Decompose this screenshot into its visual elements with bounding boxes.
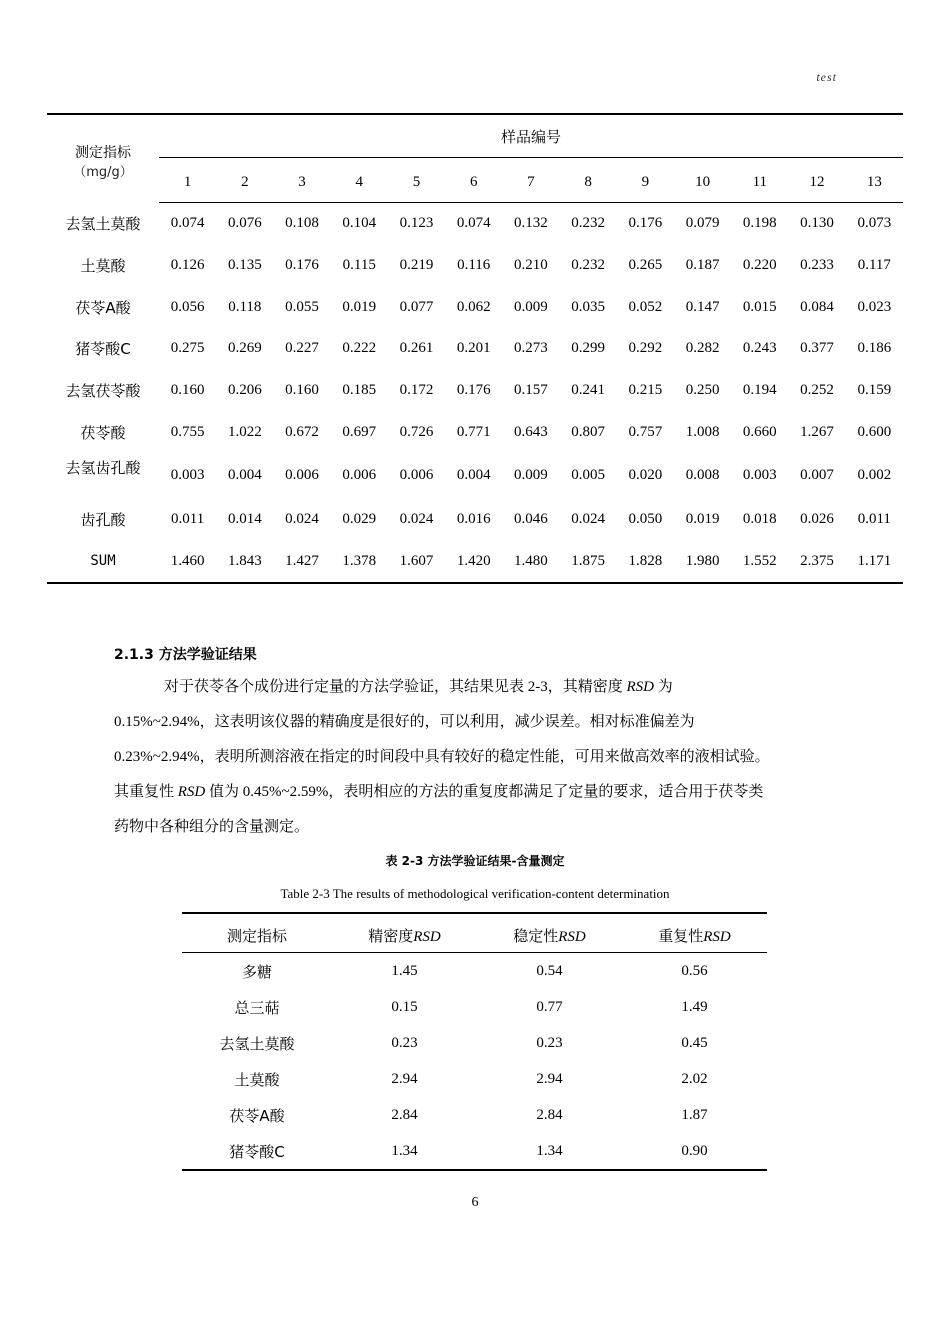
table-cell: 0.292 <box>628 340 663 357</box>
sample-number-header: 8 <box>560 158 617 203</box>
text-run: 对于茯苓各个成份进行定量的方法学验证，其结果见表 2-3，其精密度 <box>164 679 627 695</box>
sample-number-header: 5 <box>388 158 445 203</box>
sample-number-header: 6 <box>445 158 502 203</box>
sample-number-header: 2 <box>216 158 273 203</box>
table-cell: 0.227 <box>285 340 319 357</box>
table-cell: 0.016 <box>456 511 491 528</box>
table-cell: 0.377 <box>800 340 834 357</box>
table-cell: 0.104 <box>342 215 377 232</box>
table-cell: 0.755 <box>170 423 205 440</box>
table-cell: 0.006 <box>285 467 319 484</box>
table-cell: 0.23 <box>391 1034 418 1051</box>
table-cell: 0.006 <box>342 467 377 484</box>
table-cell: 0.157 <box>514 382 548 399</box>
table-cell: 0.024 <box>399 511 434 528</box>
table-cell: 0.117 <box>857 257 891 274</box>
row-label: 去氢齿孔酸 <box>65 459 141 478</box>
table-cell: 2.375 <box>800 552 834 569</box>
table-cell: 0.115 <box>342 257 376 274</box>
table-cell: 1.87 <box>681 1106 708 1123</box>
table-cell: 0.116 <box>457 257 491 274</box>
indicator-header: 测定指标 <box>182 913 332 953</box>
table-row <box>47 499 903 541</box>
row-label: 齿孔酸 <box>80 511 126 530</box>
table-caption-en: Table 2-3 The results of methodological verification-content determination <box>280 886 670 901</box>
table-cell: 1.267 <box>800 423 834 440</box>
table-cell: 0.160 <box>285 382 319 399</box>
indicator-label: 测定指标 <box>75 144 131 161</box>
table-row <box>47 286 903 328</box>
table-cell: 0.232 <box>571 215 606 232</box>
table-cell: 1.980 <box>685 552 720 569</box>
table-cell: 0.807 <box>571 423 606 440</box>
header-text: 精密度 <box>368 926 414 945</box>
table-cell: 0.074 <box>456 215 491 232</box>
table-cell: 0.020 <box>628 467 663 484</box>
table-cell: 0.003 <box>170 467 205 484</box>
sample-number-header: 11 <box>731 158 788 203</box>
table-cell: 0.011 <box>171 511 205 528</box>
sample-number-header: 7 <box>502 158 559 203</box>
method-validation-table <box>182 912 767 1171</box>
table-cell: 1.828 <box>628 552 663 569</box>
table-cell: 0.079 <box>685 215 720 232</box>
sample-content-table <box>47 113 903 584</box>
table-cell: 0.697 <box>342 423 377 440</box>
table-cell: 2.84 <box>536 1106 563 1123</box>
paragraph-line: 0.15%~2.94%，这表明该仪器的精确度是很好的，可以利用，减少误差。相对标准偏差为 <box>114 714 695 730</box>
paragraph-line: 药物中各种组分的含量测定。 <box>114 819 310 835</box>
table-cell: 1.460 <box>170 552 205 569</box>
running-header: test <box>816 70 837 84</box>
table-cell: 0.219 <box>399 257 434 274</box>
row-label: 土莫酸 <box>234 1070 280 1089</box>
table-cell: 0.54 <box>536 962 563 979</box>
table-cell: 0.024 <box>571 511 606 528</box>
table-cell: 0.024 <box>285 511 319 528</box>
row-label: 猪苓酸C <box>75 340 131 359</box>
sample-number-header: 12 <box>788 158 845 203</box>
rsd-term: RSD <box>177 784 206 800</box>
unit-label: （mg/g） <box>73 164 133 180</box>
table-cell: 0.56 <box>681 962 708 979</box>
table-cell: 0.269 <box>227 340 262 357</box>
table-cell: 0.004 <box>227 467 262 484</box>
table-cell: 0.011 <box>857 511 891 528</box>
row-label: 多糖 <box>241 962 272 981</box>
table-row <box>182 989 767 1025</box>
table-cell: 0.055 <box>285 298 319 315</box>
table-cell: 0.186 <box>857 340 892 357</box>
table-cell: 1.171 <box>857 552 892 569</box>
row-label: 猪苓酸C <box>229 1142 285 1161</box>
sample-number-header: 9 <box>617 158 674 203</box>
table-cell: 0.176 <box>628 215 663 232</box>
table-cell: 0.275 <box>170 340 205 357</box>
row-label: 茯苓A酸 <box>75 298 131 317</box>
table-cell: 0.672 <box>285 423 319 440</box>
table-cell: 1.552 <box>742 552 777 569</box>
table-cell: 1.480 <box>514 552 548 569</box>
table-cell: 0.299 <box>571 340 606 357</box>
table-cell: 0.009 <box>514 298 548 315</box>
sample-number-header: 1 <box>159 158 216 203</box>
table-cell: 1.008 <box>685 423 720 440</box>
validation-table-body <box>182 953 767 1171</box>
row-label: 茯苓A酸 <box>229 1106 285 1125</box>
table-cell: 0.206 <box>227 382 262 399</box>
table-cell: 0.185 <box>342 382 377 399</box>
table-cell: 0.073 <box>857 215 892 232</box>
table-cell: 0.029 <box>342 511 377 528</box>
table-cell: 1.34 <box>391 1142 418 1159</box>
rsd-term: RSD <box>703 928 731 945</box>
paragraph-line <box>114 775 840 810</box>
table-cell: 0.026 <box>800 511 834 528</box>
table-cell: 1.607 <box>399 552 434 569</box>
table-cell: 0.250 <box>685 382 720 399</box>
table-cell: 0.172 <box>399 382 434 399</box>
table-cell: 0.15 <box>391 998 418 1015</box>
table-cell: 0.002 <box>857 467 892 484</box>
table-cell: 0.006 <box>399 467 434 484</box>
table-cell: 0.45 <box>681 1034 708 1051</box>
table-cell: 2.02 <box>681 1070 708 1087</box>
table-row <box>47 411 903 453</box>
table-cell: 0.198 <box>742 215 777 232</box>
table-cell: 0.243 <box>742 340 777 357</box>
table-cell: 0.176 <box>285 257 319 274</box>
table-cell: 1.378 <box>342 552 377 569</box>
row-label: SUM <box>90 553 116 570</box>
body-paragraph <box>114 670 840 845</box>
table-cell: 0.015 <box>742 298 777 315</box>
table-cell: 0.076 <box>227 215 262 232</box>
table-cell: 1.420 <box>456 552 491 569</box>
table-cell: 0.252 <box>800 382 834 399</box>
table-cell: 0.084 <box>800 298 834 315</box>
sample-number-row <box>47 158 903 203</box>
rsd-term: RSD <box>413 928 441 945</box>
table-cell: 0.050 <box>628 511 663 528</box>
rsd-term: RSD <box>558 928 586 945</box>
table-cell: 0.123 <box>399 215 434 232</box>
section-heading: 2.1.3 方法学验证结果 <box>114 647 257 663</box>
row-label: 去氢土莫酸 <box>219 1034 295 1053</box>
table-cell: 0.265 <box>628 257 663 274</box>
table-cell: 0.210 <box>514 257 548 274</box>
table-cell: 1.34 <box>536 1142 563 1159</box>
table-cell: 0.132 <box>514 215 548 232</box>
text-run: 为 <box>654 679 673 695</box>
table-cell: 0.062 <box>456 298 491 315</box>
table-cell: 0.004 <box>456 467 491 484</box>
table-cell: 0.757 <box>628 423 663 440</box>
table-cell: 0.726 <box>399 423 434 440</box>
table-cell: 0.215 <box>628 382 663 399</box>
table-cell: 1.843 <box>227 552 262 569</box>
table-cell: 0.187 <box>685 257 720 274</box>
table-cell: 0.130 <box>800 215 834 232</box>
table-cell: 2.84 <box>391 1106 418 1123</box>
table-cell: 0.90 <box>681 1142 708 1159</box>
table-cell: 1.875 <box>571 552 606 569</box>
header-text: 稳定性 <box>513 926 559 945</box>
table-cell: 0.007 <box>800 467 834 484</box>
table-cell: 0.176 <box>456 382 491 399</box>
text-run: 其重复性 <box>114 784 178 800</box>
table-cell: 0.643 <box>514 423 548 440</box>
table-cell: 1.427 <box>285 552 319 569</box>
table-cell: 0.600 <box>857 423 892 440</box>
table-cell: 0.232 <box>571 257 606 274</box>
table-cell: 1.49 <box>681 998 708 1015</box>
table-row <box>182 1061 767 1097</box>
table-cell: 0.108 <box>285 215 319 232</box>
table-row <box>47 453 903 499</box>
row-label: 去氢茯苓酸 <box>65 382 141 401</box>
table-cell: 0.005 <box>571 467 606 484</box>
row-label: 土莫酸 <box>80 257 126 276</box>
table-cell: 0.074 <box>170 215 205 232</box>
table-cell: 0.009 <box>514 467 548 484</box>
sample-number-group-header: 样品编号 <box>159 114 903 158</box>
table-row <box>182 953 767 990</box>
rsd-term: RSD <box>626 679 654 695</box>
table-caption-cn: 表 2-3 方法学验证结果-含量测定 <box>385 854 565 868</box>
table-cell: 0.135 <box>227 257 262 274</box>
paragraph-line <box>114 670 840 705</box>
table-row <box>47 203 903 245</box>
table-cell: 0.046 <box>514 511 548 528</box>
table-cell: 0.019 <box>685 511 720 528</box>
table-cell: 0.147 <box>685 298 720 315</box>
table-row <box>47 245 903 287</box>
sample-number-header: 4 <box>331 158 388 203</box>
table-cell: 0.118 <box>228 298 262 315</box>
table-cell: 0.77 <box>536 998 563 1015</box>
text-run: 值为 0.45%~2.59%，表明相应的方法的重复度都满足了定量的要求，适合用于茯苓类 <box>205 784 764 800</box>
table-cell: 0.282 <box>685 340 720 357</box>
table-cell: 0.194 <box>742 382 777 399</box>
table-cell: 1.022 <box>227 423 262 440</box>
indicator-header <box>47 114 159 203</box>
sample-table-body <box>47 203 903 584</box>
table-cell: 0.052 <box>628 298 663 315</box>
paragraph-line: 0.23%~2.94%，表明所测溶液在指定的时间段中具有较好的稳定性能，可用来做高效率的液相试验。 <box>114 749 770 765</box>
table-cell: 0.035 <box>571 298 606 315</box>
table-cell: 0.126 <box>170 257 205 274</box>
table-cell: 0.018 <box>742 511 777 528</box>
table-cell: 0.222 <box>342 340 377 357</box>
sample-number-header: 10 <box>674 158 731 203</box>
table-cell: 0.220 <box>742 257 777 274</box>
table-cell: 0.160 <box>170 382 205 399</box>
table-cell: 0.241 <box>571 382 606 399</box>
row-label: 去氢土莫酸 <box>65 215 141 234</box>
table-cell: 0.014 <box>227 511 262 528</box>
precision-header <box>332 913 477 953</box>
table-cell: 0.008 <box>685 467 720 484</box>
repeatability-header <box>622 913 767 953</box>
table-row <box>182 1025 767 1061</box>
table-cell: 1.45 <box>391 962 418 979</box>
table-cell: 0.660 <box>742 423 777 440</box>
page-number: 6 <box>471 1195 479 1210</box>
table-cell: 0.019 <box>342 298 377 315</box>
table-cell: 0.273 <box>514 340 548 357</box>
table-cell: 0.023 <box>857 298 892 315</box>
row-label: 总三萜 <box>234 998 280 1017</box>
row-label: 茯苓酸 <box>80 423 126 442</box>
table-row <box>47 541 903 584</box>
sample-number-header: 13 <box>846 158 903 203</box>
table-cell: 0.261 <box>399 340 434 357</box>
table-cell: 2.94 <box>536 1070 563 1087</box>
header-text: 重复性 <box>658 926 704 945</box>
table-cell: 0.056 <box>170 298 205 315</box>
table-cell: 2.94 <box>391 1070 418 1087</box>
table-row <box>182 1097 767 1133</box>
table-cell: 0.23 <box>536 1034 563 1051</box>
table-row <box>47 328 903 370</box>
table-cell: 0.201 <box>456 340 491 357</box>
table-cell: 0.233 <box>800 257 834 274</box>
table-row <box>47 370 903 412</box>
table-cell: 0.159 <box>857 382 892 399</box>
table-cell: 0.077 <box>399 298 434 315</box>
table-row <box>182 1133 767 1170</box>
table-cell: 0.771 <box>456 423 491 440</box>
table-cell: 0.003 <box>742 467 777 484</box>
stability-header <box>477 913 622 953</box>
sample-number-header: 3 <box>273 158 330 203</box>
